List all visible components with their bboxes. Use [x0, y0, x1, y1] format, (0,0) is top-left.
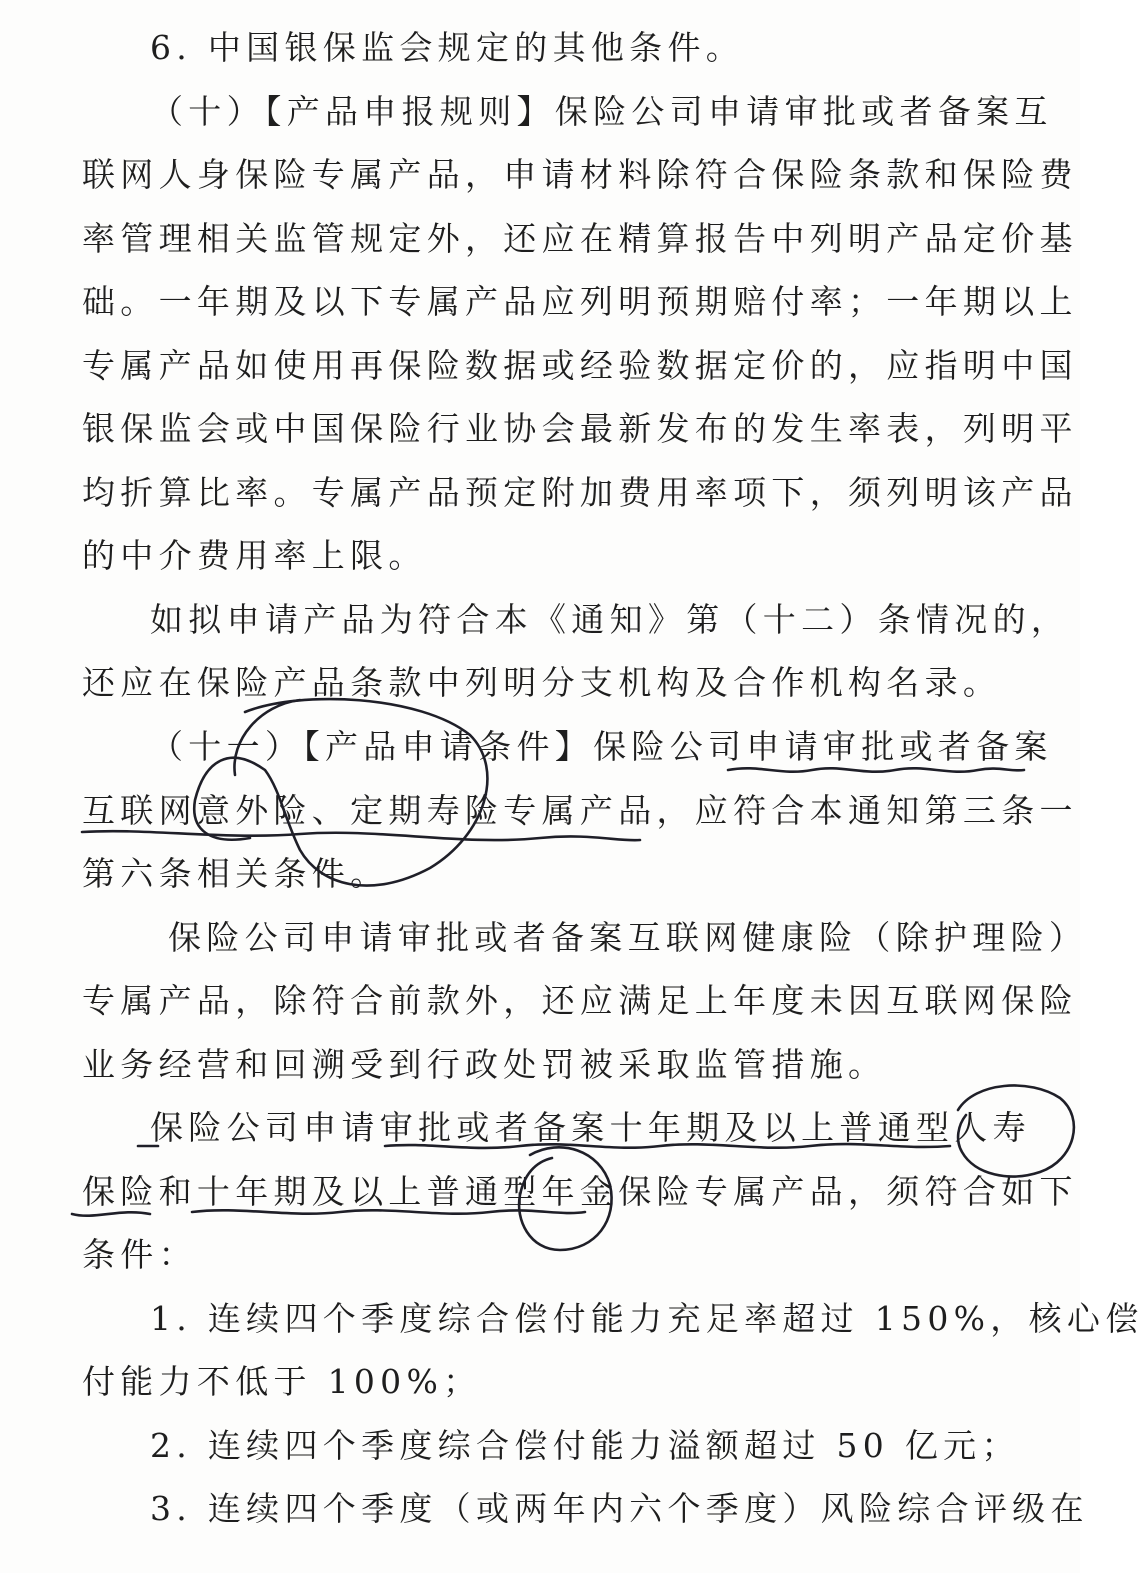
- text-line: 还应在保险产品条款中列明分支机构及合作机构名录。: [82, 663, 1002, 702]
- list-item: 2. 连续四个季度综合偿付能力溢额超过 50 亿元；: [150, 1426, 1020, 1465]
- text-line: 专属产品如使用再保险数据或经验数据定价的，应指明中国: [82, 346, 1078, 385]
- list-item: 1. 连续四个季度综合偿付能力充足率超过 150%，核心偿: [150, 1299, 1144, 1338]
- text-line: 础。一年期及以下专属产品应列明预期赔付率；一年期以上: [82, 282, 1078, 321]
- section-heading-eleven: （十一）【产品申请条件】保险公司申请审批或者备案: [150, 727, 1053, 766]
- text-line: 互联网意外险、定期寿险专属产品，应符合本通知第三条一: [82, 791, 1078, 830]
- list-item: 3. 连续四个季度（或两年内六个季度）风险综合评级在: [150, 1489, 1089, 1528]
- text-line: 银保监会或中国保险行业协会最新发布的发生率表，列明平: [82, 409, 1078, 448]
- text-line: 条件：: [82, 1235, 197, 1274]
- text-line: 6. 中国银保监会规定的其他条件。: [150, 28, 745, 67]
- text-line: 业务经营和回溯受到行政处罚被采取监管措施。: [82, 1045, 887, 1084]
- text-line: 均折算比率。专属产品预定附加费用率项下，须列明该产品: [82, 473, 1078, 512]
- text-line: 保险公司申请审批或者备案十年期及以上普通型人寿: [150, 1108, 1031, 1147]
- text-line: 保险公司申请审批或者备案互联网健康险（除护理险）: [168, 918, 1088, 957]
- text-line: 付能力不低于 100%；: [82, 1362, 482, 1401]
- text-line: 的中介费用率上限。: [82, 536, 427, 575]
- text-line: 保险和十年期及以上普通型年金保险专属产品，须符合如下: [82, 1172, 1078, 1211]
- text-line: 率管理相关监管规定外，还应在精算报告中列明产品定价基: [82, 219, 1078, 258]
- text-line: 联网人身保险专属产品，申请材料除符合保险条款和保险费: [82, 155, 1078, 194]
- text-line: 专属产品，除符合前款外，还应满足上年度未因互联网保险: [82, 981, 1078, 1020]
- text-line: 第六条相关条件。: [82, 854, 389, 893]
- section-heading-ten: （十）【产品申报规则】保险公司申请审批或者备案互: [150, 92, 1053, 131]
- text-line: 如拟申请产品为符合本《通知》第（十二）条情况的，: [150, 600, 1070, 639]
